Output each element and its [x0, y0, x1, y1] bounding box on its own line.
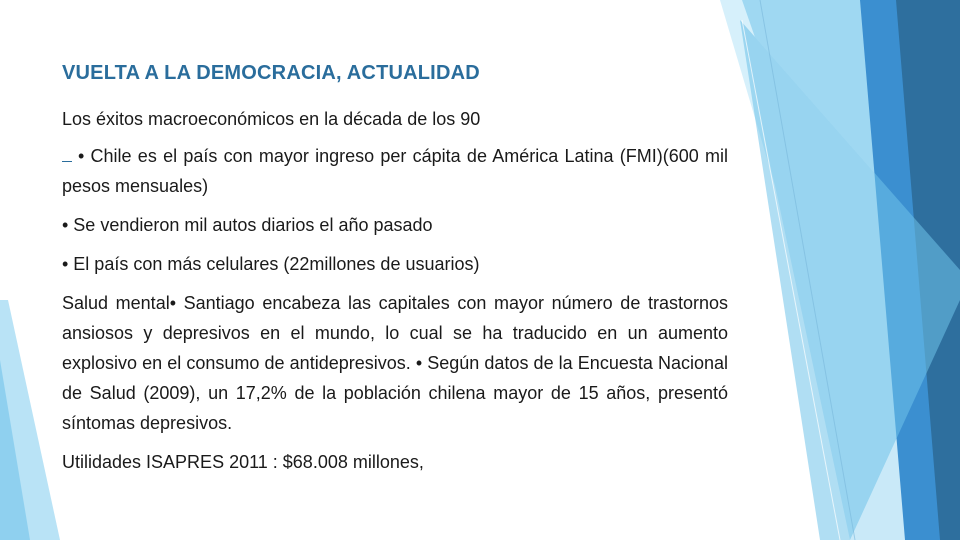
utilidades-line: Utilidades ISAPRES 2011 : $68.008 millones,	[62, 452, 424, 472]
bullet-item: • El país con más celulares (22millones de usuarios)	[62, 254, 480, 274]
bullet-text: • Chile es el país con mayor ingreso per cápita de América Latina (FMI)(600 mil pesos mensuales)	[62, 146, 728, 196]
link-marker	[62, 143, 72, 162]
slide-title: VUELTA A LA DEMOCRACIA, ACTUALIDAD	[62, 62, 480, 84]
salud-paragraph: Salud mental• Santiago encabeza las capitales con mayor número de trastornos ansiosos y depresivos en el mundo, lo cual se ha traducido en un aumento explosivo en el consumo de antidepresivos. • Según datos de la Encuesta Nacional de Salud (2009), un 17,2% de la población chilena mayor de 15 años, presentó síntomas depresivos.	[62, 293, 728, 433]
subtitle-line: Los éxitos macroeconómicos en la década de los 90	[62, 109, 481, 129]
bullet-item: • Se vendieron mil autos diarios el año pasado	[62, 215, 433, 235]
slide-body	[62, 104, 728, 484]
bullet-item	[62, 141, 728, 201]
